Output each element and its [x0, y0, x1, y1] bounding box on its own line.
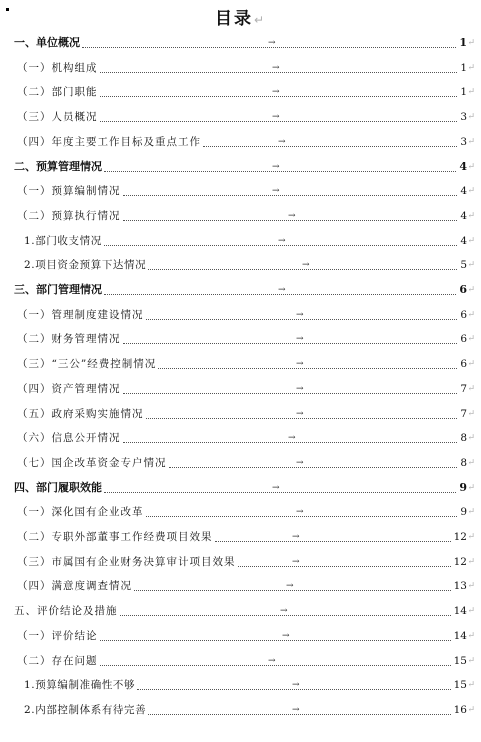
tab-mark-icon: →	[296, 457, 304, 468]
toc-entry-page: 8	[460, 432, 467, 445]
toc-entry-label: （二）专职外部董事工作经费项目效果	[17, 531, 213, 543]
toc-entry[interactable]	[0, 354, 481, 374]
dot-leader	[123, 189, 457, 196]
toc-entry-page: 1	[460, 61, 467, 74]
toc-entry[interactable]	[0, 58, 481, 78]
toc-entry-page: 7	[460, 382, 467, 395]
toc-entry-page: 4	[459, 159, 467, 173]
toc-entry-page: 1	[459, 36, 467, 49]
paragraph-mark-icon: ↵	[467, 334, 475, 345]
paragraph-mark-icon: ↵	[467, 186, 475, 197]
toc-entry-label: （二）预算执行情况	[17, 209, 121, 222]
toc-entry[interactable]	[0, 231, 481, 251]
toc-entry[interactable]	[0, 502, 481, 522]
page-title	[0, 4, 481, 29]
paragraph-mark-icon: ↵	[467, 408, 475, 419]
paragraph-mark-icon: ↵	[467, 161, 475, 172]
dot-leader	[104, 165, 456, 172]
toc-entry-page: 5	[460, 259, 467, 272]
toc-entry[interactable]	[0, 453, 481, 473]
tab-mark-icon: →	[296, 507, 304, 518]
toc-entry-label: （六）信息公开情况	[17, 432, 121, 445]
toc-entry-page: 3	[460, 111, 467, 124]
tab-mark-icon: →	[272, 112, 280, 123]
toc-entry-page: 16	[453, 703, 467, 716]
tab-mark-icon: →	[296, 359, 304, 370]
tab-mark-icon: →	[288, 210, 296, 221]
toc-entry[interactable]	[0, 305, 481, 325]
toc-entry-label: 一、单位概况	[14, 36, 80, 49]
toc-entry[interactable]	[0, 675, 481, 695]
toc-entry[interactable]	[0, 157, 481, 177]
dot-leader	[203, 140, 457, 147]
dot-leader	[123, 387, 457, 394]
toc-entry[interactable]	[0, 379, 481, 399]
toc-entry-label: （一）机构组成	[17, 61, 98, 74]
toc-entry[interactable]	[0, 428, 481, 448]
paragraph-mark-icon: ↵	[467, 482, 475, 493]
toc-entry-label: （二）财务管理情况	[17, 333, 121, 346]
paragraph-mark-icon: ↵	[467, 433, 475, 444]
toc-entry[interactable]	[0, 132, 481, 152]
toc-entry[interactable]	[0, 82, 481, 102]
toc-entry-page: 4	[460, 185, 467, 198]
toc-entry-label: 1.预算编制准确性不够	[24, 679, 136, 692]
paragraph-mark-icon: ↵	[253, 13, 267, 27]
toc-entry-page: 12	[453, 531, 467, 543]
toc-entry-page: 7	[460, 407, 467, 420]
toc-entry-page: 8	[460, 456, 467, 469]
toc-entry-page: 15	[453, 679, 467, 692]
toc-entry[interactable]	[0, 651, 481, 671]
toc-entry-label: （一）深化国有企业改革	[17, 506, 144, 519]
dot-leader	[169, 461, 457, 468]
toc-entry[interactable]	[0, 552, 481, 572]
tab-mark-icon: →	[268, 38, 276, 48]
paragraph-mark-icon: ↵	[467, 655, 475, 666]
toc-entry-page: 14	[453, 605, 467, 618]
toc-entry-label: （一）管理制度建设情况	[17, 308, 144, 321]
toc-entry[interactable]	[0, 700, 481, 720]
toc-entry-label: （七）国企改革资金专户情况	[17, 456, 167, 469]
toc-entry-label: （三）“三公”经费控制情况	[17, 358, 157, 371]
tab-mark-icon: →	[272, 161, 280, 172]
toc-entry[interactable]	[0, 404, 481, 424]
toc-entry-page: 15	[453, 654, 467, 667]
toc-entry-label: 1.部门收支情况	[24, 234, 102, 247]
paragraph-mark-icon: ↵	[467, 680, 475, 691]
toc-entry[interactable]	[0, 181, 481, 201]
toc-entry-label: （三）人员概况	[17, 111, 98, 124]
tab-mark-icon: →	[292, 680, 300, 691]
toc-entry-page: 4	[460, 209, 467, 222]
tab-mark-icon: →	[296, 408, 304, 419]
paragraph-mark-icon: ↵	[467, 507, 475, 518]
tab-mark-icon: →	[278, 285, 286, 295]
paragraph-mark-icon: ↵	[467, 556, 475, 567]
paragraph-mark-icon: ↵	[467, 309, 475, 320]
toc-entry-page: 6	[460, 308, 467, 321]
toc-entry-page: 6	[460, 333, 467, 346]
toc-entry-label: 2.内部控制体系有待完善	[24, 703, 147, 716]
toc-entry[interactable]	[0, 206, 481, 226]
tab-mark-icon: →	[272, 87, 280, 98]
tab-mark-icon: →	[282, 630, 290, 641]
toc-entry[interactable]	[0, 280, 481, 300]
tab-mark-icon: →	[278, 136, 286, 147]
toc-entry-page: 3	[460, 135, 467, 148]
toc-entry[interactable]	[0, 107, 481, 127]
paragraph-mark-icon: ↵	[467, 581, 475, 592]
paragraph-mark-icon: ↵	[467, 457, 475, 468]
toc-entry-page: 9	[460, 506, 467, 519]
paragraph-mark-icon: ↵	[467, 383, 475, 394]
toc-entry[interactable]	[0, 626, 481, 646]
dot-leader	[104, 486, 456, 493]
dot-leader	[123, 337, 457, 344]
paragraph-mark-icon: ↵	[467, 285, 475, 295]
paragraph-mark-icon: ↵	[467, 210, 475, 221]
toc-entry-label: （三）市属国有企业财务决算审计项目效果	[17, 555, 236, 568]
dot-leader	[100, 634, 451, 641]
toc-entry-page: 12	[453, 555, 467, 568]
paragraph-mark-icon: ↵	[467, 260, 475, 271]
toc-entry-page: 9	[459, 480, 467, 494]
paragraph-mark-icon: ↵	[467, 704, 475, 715]
tab-mark-icon: →	[278, 235, 286, 246]
paragraph-mark-icon: ↵	[467, 359, 475, 370]
toc-entry[interactable]	[0, 601, 481, 621]
tab-mark-icon: →	[288, 433, 296, 444]
toc-entry-label: （一）预算编制情况	[17, 185, 121, 198]
toc-entry[interactable]	[0, 329, 481, 349]
tab-mark-icon: →	[292, 704, 300, 715]
toc-entry-label: （四）满意度调查情况	[17, 580, 132, 593]
toc-entry-label: 三、部门管理情况	[14, 283, 102, 296]
toc-entry-label: 二、预算管理情况	[14, 159, 102, 173]
toc-entry-label: （四）资产管理情况	[17, 382, 121, 395]
tab-mark-icon: →	[272, 186, 280, 197]
toc-entry[interactable]	[0, 255, 481, 275]
toc-entry-label: 2.项目资金预算下达情况	[24, 259, 147, 272]
dot-leader	[158, 362, 457, 369]
paragraph-mark-icon: ↵	[467, 87, 475, 98]
tab-mark-icon: →	[296, 334, 304, 345]
tab-mark-icon: →	[296, 383, 304, 394]
paragraph-mark-icon: ↵	[467, 235, 475, 246]
toc-entry-page: 14	[453, 629, 467, 642]
toc-entry-label: （二）部门职能	[17, 86, 98, 99]
paragraph-mark-icon: ↵	[467, 112, 475, 123]
tab-mark-icon: →	[286, 581, 294, 592]
tab-mark-icon: →	[292, 532, 300, 542]
tab-mark-icon: →	[302, 260, 310, 271]
title-text: 目录	[214, 9, 253, 29]
tab-mark-icon: →	[272, 482, 280, 493]
tab-mark-icon: →	[292, 556, 300, 567]
toc-entry[interactable]	[0, 478, 481, 498]
paragraph-mark-icon: ↵	[467, 630, 475, 641]
paragraph-mark-icon: ↵	[467, 62, 475, 73]
toc-entry-label: （一）评价结论	[17, 629, 98, 642]
paragraph-mark-icon: ↵	[467, 532, 475, 542]
toc-entry[interactable]	[0, 33, 481, 53]
toc-entry-label: （二）存在问题	[17, 654, 98, 667]
toc-entry[interactable]	[0, 576, 481, 596]
toc-entry-page: 13	[453, 580, 467, 593]
tab-mark-icon: →	[272, 62, 280, 73]
toc-entry-page: 4	[460, 234, 467, 247]
toc-entry-page: 6	[460, 358, 467, 371]
tab-mark-icon: →	[296, 309, 304, 320]
toc-entry-page: 1	[460, 86, 467, 99]
paragraph-mark-icon: ↵	[467, 136, 475, 147]
toc-entry-page: 6	[459, 283, 467, 296]
toc-entry-label: 五、评价结论及措施	[14, 605, 118, 618]
paragraph-mark-icon: ↵	[467, 38, 475, 48]
dot-leader	[215, 535, 451, 542]
tab-mark-icon: →	[280, 606, 288, 617]
toc-entry-label: （四）年度主要工作目标及重点工作	[17, 135, 201, 148]
toc-entry-label: 四、部门履职效能	[14, 480, 102, 494]
tab-mark-icon: →	[268, 655, 276, 666]
toc-entry[interactable]	[0, 527, 481, 547]
paragraph-mark-icon: ↵	[467, 606, 475, 617]
toc-entry-label: （五）政府采购实施情况	[17, 407, 144, 420]
dot-leader	[238, 560, 451, 567]
